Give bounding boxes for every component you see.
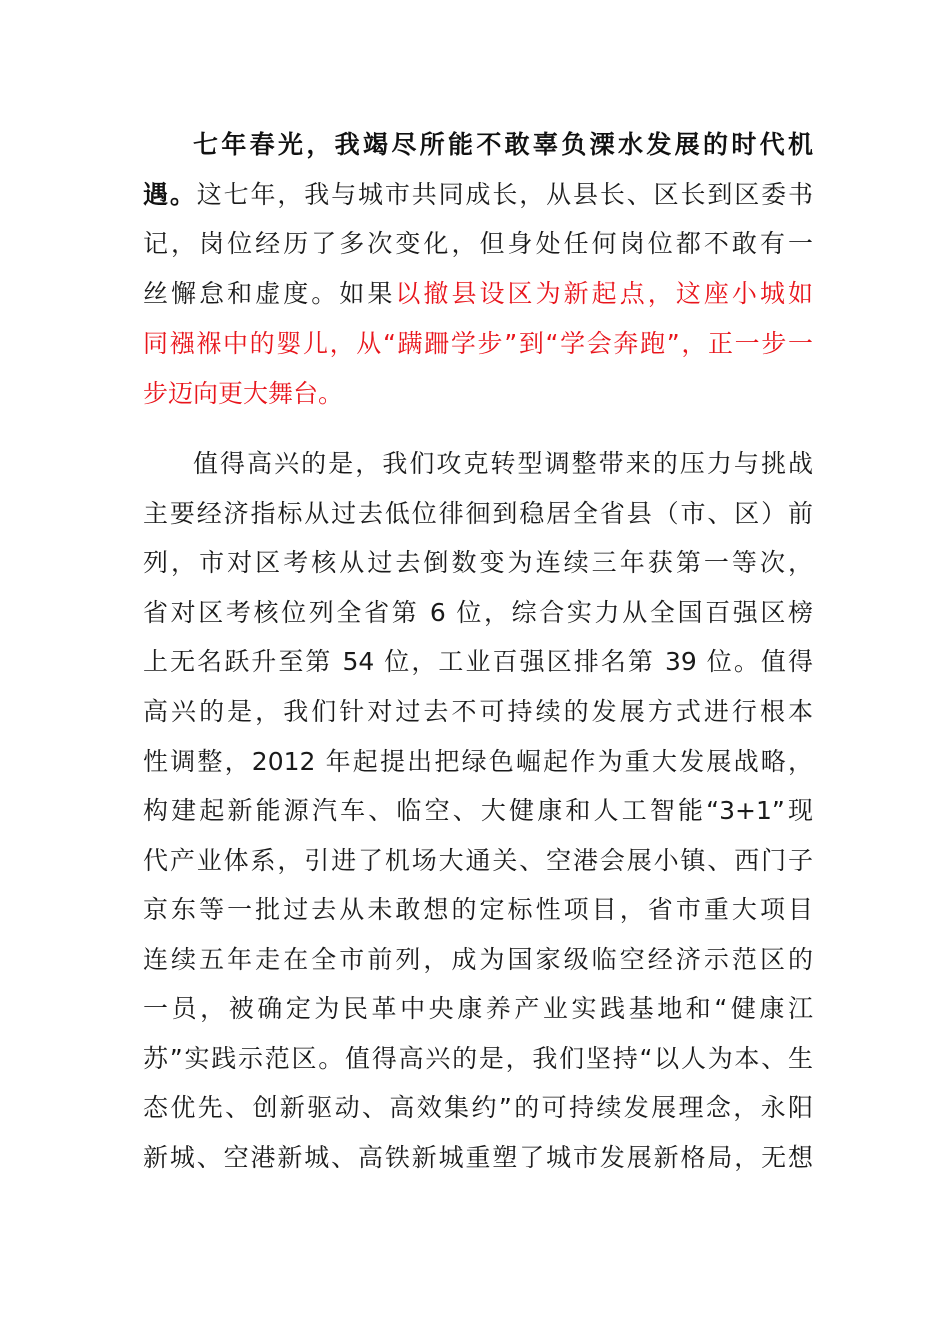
paragraph-2-line: 京东等一批过去从未敢想的定标性项目，省市重大项目 [143, 895, 813, 924]
paragraph-1-line-5: 同襁褓中的婴儿，从“蹒跚学步”到“学会奔跑”，正一步一 [143, 329, 813, 358]
paragraph-2-line: 构建起新能源汽车、临空、大健康和人工智能“3+1”现 [143, 796, 813, 825]
paragraph-2-line: 值得高兴的是，我们攻克转型调整带来的压力与挑战 [193, 449, 813, 478]
paragraph-2-line: 新城、空港新城、高铁新城重塑了城市发展新格局，无想 [143, 1143, 813, 1172]
paragraph-2-line: 主要经济指标从过去低位徘徊到稳居全省县（市、区）前 [143, 499, 813, 528]
body-text: 这七年，我与城市共同成长，从县长、区长到区委书 [196, 180, 813, 209]
paragraph-1-line-4 [143, 274, 813, 314]
paragraph-2-line: 连续五年走在全市前列，成为国家级临空经济示范区的 [143, 945, 813, 974]
paragraph-2-line: 性调整，2012 年起提出把绿色崛起作为重大发展战略， [143, 747, 813, 776]
highlighted-text: 以撤县设区为新起点，这座小城如 [395, 279, 813, 308]
paragraph-2-line: 列，市对区考核从过去倒数变为连续三年获第一等次， [143, 548, 813, 577]
paragraph-2-line: 苏”实践示范区。值得高兴的是，我们坚持“以人为本、生 [143, 1044, 813, 1073]
body-text: 丝懈怠和虚度。如果 [143, 279, 396, 308]
paragraph-2-line: 高兴的是，我们针对过去不可持续的发展方式进行根本 [143, 697, 813, 726]
bold-text: 遇。 [143, 180, 197, 209]
paragraph-1-line-1: 七年春光，我竭尽所能不敢辜负溧水发展的时代机 [193, 130, 813, 159]
paragraph-2-line: 上无名跃升至第 54 位，工业百强区排名第 39 位。值得 [143, 647, 813, 676]
paragraph-2-line: 代产业体系，引进了机场大通关、空港会展小镇、西门子 [143, 846, 813, 875]
paragraph-2-line: 态优先、创新驱动、高效集约”的可持续发展理念，永阳 [143, 1093, 813, 1122]
paragraph-2-line: 省对区考核位列全省第 6 位，综合实力从全国百强区榜 [143, 598, 813, 627]
paragraph-1-line-3: 记，岗位经历了多次变化，但身处任何岗位都不敢有一 [143, 229, 813, 258]
paragraph-1-line-6: 步迈向更大舞台。 [143, 379, 344, 408]
paragraph-2-line: 一员，被确定为民革中央康养产业实践基地和“健康江 [143, 994, 813, 1023]
paragraph-1-line-2 [143, 175, 813, 215]
